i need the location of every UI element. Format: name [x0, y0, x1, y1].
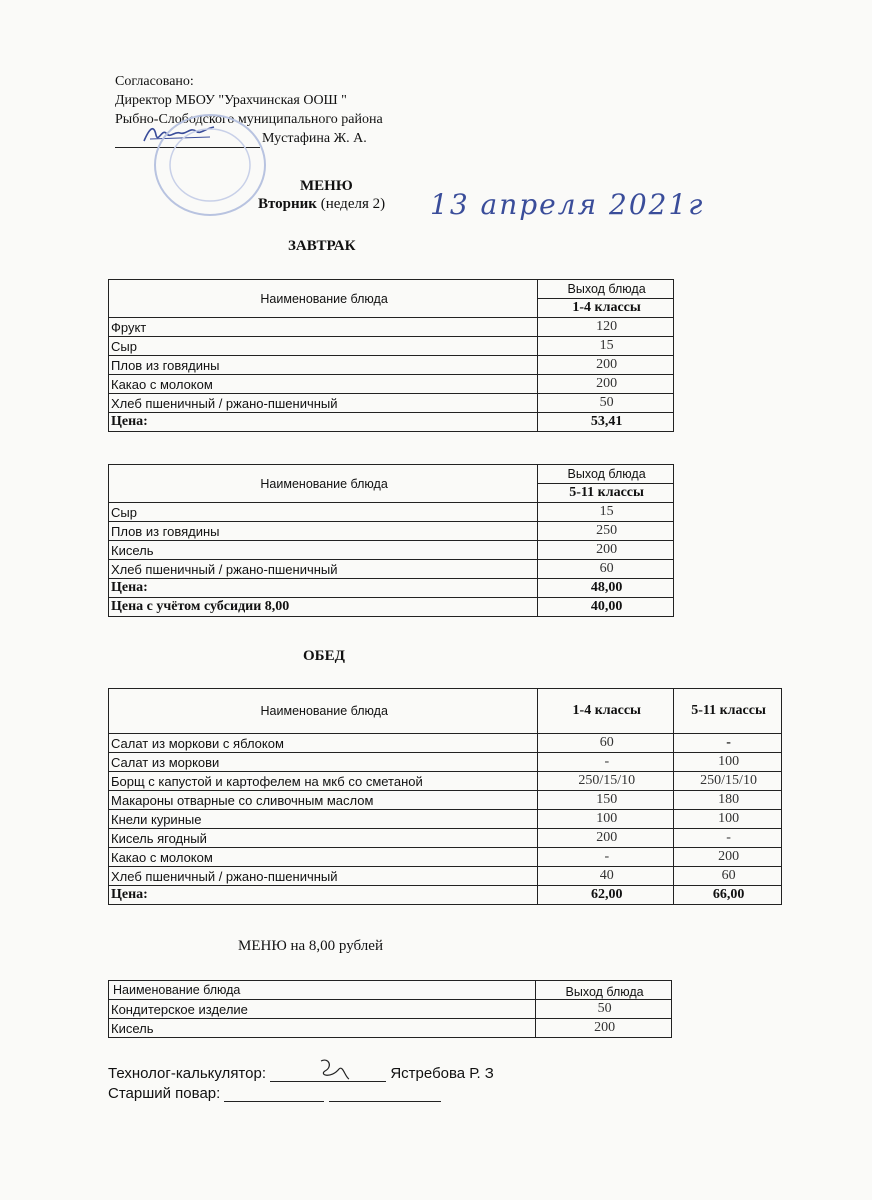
- table-row: Кисель 200: [109, 1019, 672, 1038]
- table-row: Фрукт 120: [109, 318, 674, 337]
- handwritten-date: 13 апреля 2021г: [430, 188, 705, 221]
- week-number: (неделя 2): [320, 196, 386, 212]
- table-row: Салат из моркови - 100: [109, 753, 782, 772]
- table-row: Кисель ягодный 200 -: [109, 829, 782, 848]
- col-name-header: Наименование блюда: [109, 465, 538, 503]
- price-row: Цена: 53,41: [109, 413, 674, 432]
- col-1-4-header: 1-4 классы: [538, 689, 674, 734]
- col-class-header: 5-11 классы: [538, 484, 674, 503]
- subsidy-row: Цена с учётом субсидии 8,00 40,00: [109, 598, 674, 617]
- col-5-11-header: 5-11 классы: [674, 689, 782, 734]
- cook-line: [108, 1085, 441, 1102]
- table-row: Салат из моркови с яблоком 60 -: [109, 734, 782, 753]
- day-line: [258, 196, 385, 213]
- col-class-header: 1-4 классы: [538, 299, 674, 318]
- technologist-name: Ястребова Р. З: [390, 1065, 494, 1082]
- table-row: Кондитерское изделие 50: [109, 1000, 672, 1019]
- price-row: Цена: 48,00: [109, 579, 674, 598]
- menu8-table: [108, 980, 672, 1038]
- table-row: Плов из говядины 250: [109, 522, 674, 541]
- table-row: Макароны отварные со сливочным маслом 150 180: [109, 791, 782, 810]
- table-row: Хлеб пшеничный / ржано-пшеничный 40 60: [109, 867, 782, 886]
- col-output-header: Выход блюда: [538, 465, 674, 484]
- table-row: Сыр 15: [109, 337, 674, 356]
- breakfast-table-5-11: [108, 464, 674, 617]
- cook-label: Старший повар:: [108, 1085, 221, 1102]
- stamp-seal-icon: [150, 110, 270, 220]
- table-row: Кнели куриные 100 100: [109, 810, 782, 829]
- price-row: Цена: 62,00 66,00: [109, 886, 782, 905]
- approval-position: Директор МБОУ "Урахчинская ООШ ": [115, 93, 347, 108]
- day-name: Вторник: [258, 196, 317, 212]
- table-row: Хлеб пшеничный / ржано-пшеничный 60: [109, 560, 674, 579]
- technologist-signature-line: [270, 1067, 386, 1082]
- approval-signer: Мустафина Ж. А.: [262, 131, 367, 146]
- table-row: Борщ с капустой и картофелем на мкб со сметаной 250/15/10 250/15/10: [109, 772, 782, 791]
- lunch-table: [108, 688, 782, 905]
- menu8-title-text: МЕНЮ на 8,00 рублей: [238, 938, 383, 954]
- col-name-header: Наименование блюда: [109, 280, 538, 318]
- table-row: Какао с молоком - 200: [109, 848, 782, 867]
- handwritten-signature-icon: [315, 1057, 355, 1081]
- lunch-title: ОБЕД: [303, 648, 345, 664]
- page-title: МЕНЮ: [300, 178, 353, 194]
- breakfast-table-1-4: [108, 279, 674, 432]
- technologist-label: Технолог-калькулятор:: [108, 1065, 266, 1082]
- col-name-header: Наименование блюда: [109, 981, 536, 1000]
- cook-signature-line-2: [329, 1087, 441, 1102]
- technologist-line: [108, 1065, 494, 1082]
- col-output-header: Выход блюда: [536, 981, 672, 1000]
- table-row: Кисель 200: [109, 541, 674, 560]
- approval-heading: Согласовано:: [115, 74, 194, 89]
- table-row: Плов из говядины 200: [109, 356, 674, 375]
- table-row: Какао с молоком 200: [109, 375, 674, 394]
- col-output-header: Выход блюда: [538, 280, 674, 299]
- table-row: Сыр 15: [109, 503, 674, 522]
- table-row: Хлеб пшеничный / ржано-пшеничный 50: [109, 394, 674, 413]
- breakfast-title: ЗАВТРАК: [288, 238, 356, 254]
- col-name-header: Наименование блюда: [109, 689, 538, 734]
- approval-district: Рыбно-Слободского муниципального района: [115, 112, 383, 127]
- menu8-title: [238, 938, 383, 955]
- cook-signature-line-1: [224, 1087, 324, 1102]
